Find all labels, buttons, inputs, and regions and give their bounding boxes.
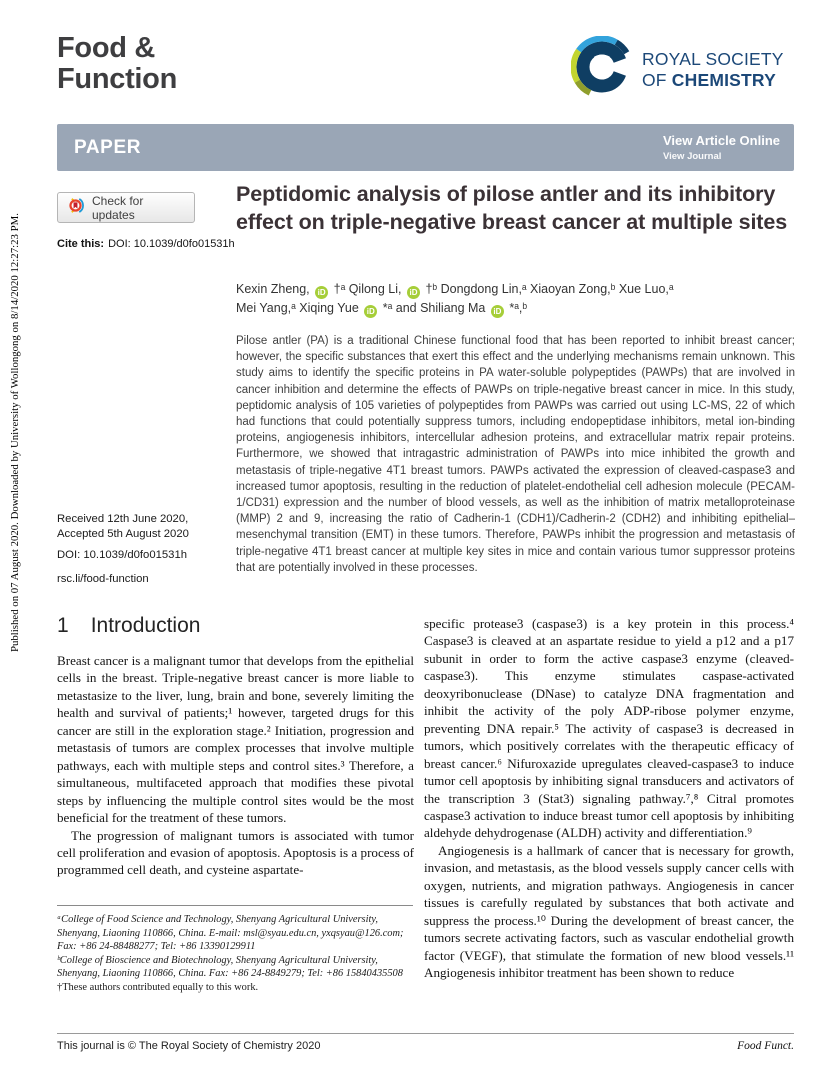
abstract: Pilose antler (PA) is a traditional Chinese functional food that has been reported to inhibit breast cancer; however, the specific substances that exert this effect and the underlying mechanisms remain unknown. This study aims to identify the specific proteins in PA water-soluble polypeptides (PAWPs) that are involved in cancer inhibition and determine the effects of PAWPs on triple-negative breast cancer in mice. In this study, peptidomic analysis of 105 varieties of polypeptides from PAWPs was carried out using LC-MS, 22 of which had functions that could potentially suppress tumors, including endopeptidase inhibitors, metal ion-binding proteins, angiogenesis inhibitors, intercellular adhesion proteins, and extracellular matrix repair proteins. Furthermore, we showed that intragastric administration of PAWPs into mice inhibited the growth and metastasis of triple-negative 4T1 breast tumors. PAWPs activated the expression of cleaved-caspase3 and increased tumor apoptosis, resulting in the reduction of platelet-endothelial cell adhesion molecule (PECAM-1/CD31) expression and the number of blood vessels, as well as the inhibition of matrix metalloproteinase (MMP) 2 and 9, increasing the ratio of Cadherin-1 (CDH1)/Cadherin-2 (CDH2) and inhibiting epithelial–mesenchymal transition (EMT) in these tumors. Therefore, PAWPs inhibit the progression and metastasis of triple-negative 4T1 breast cancer at multiple key sites in mice and contain various tumor suppressor proteins that are potentially involved in these processes.	[236, 335, 795, 574]
author-text: Kexin Zheng,	[236, 282, 314, 296]
footnote-divider	[57, 905, 413, 906]
body-column-right	[424, 615, 794, 982]
article-title: Peptidomic analysis of pilose antler and its inhibitory effect on triple-negative breast cancer at multiple sites	[236, 182, 788, 234]
footnote: ᵃCollege of Food Science and Technology, Shenyang Agricultural University, Shenyang, Liaoning 110866, China. E-mail: msl@syau.edu.cn, yxqsyau@126.com; Fax: +86 24-88488277; Tel: +86 13390129911	[57, 914, 404, 952]
doi: DOI: 10.1039/d0fo01531h	[57, 549, 188, 561]
orcid-icon[interactable]: iD	[315, 286, 328, 299]
orcid-icon[interactable]: iD	[364, 305, 377, 318]
footnote: †These authors contributed equally to this work.	[57, 981, 259, 993]
author-text: Mei Yang,ᵃ Xiqing Yue	[236, 301, 363, 315]
view-journal-link[interactable]: View Journal	[662, 151, 722, 162]
copyright-note: This journal is © The Royal Society of Chemistry 2020	[57, 1040, 321, 1052]
view-article-online-link[interactable]: View Article Online	[662, 133, 780, 148]
journal-url-link[interactable]: rsc.li/food-function	[57, 573, 149, 585]
orcid-icon[interactable]: iD	[407, 286, 420, 299]
received-date: Received 12th June 2020,	[57, 513, 189, 525]
cite-this-doi: DOI: 10.1039/d0fo01531h	[108, 238, 235, 250]
cite-this-label: Cite this:	[57, 238, 105, 250]
journal-title	[57, 33, 177, 95]
rsc-wordmark	[642, 49, 784, 91]
rsc-wordmark-line1: ROYAL SOCIETY	[642, 48, 784, 69]
rsc-logo	[571, 36, 784, 103]
section-title: Introduction	[90, 614, 201, 637]
footnotes	[57, 913, 414, 994]
rsc-c-mark-icon	[571, 36, 633, 103]
author-line-1	[236, 280, 798, 299]
journal-title-line1: Food &	[57, 32, 156, 64]
article-type-label: PAPER	[74, 136, 142, 158]
author-text: *ᵃ,ᵇ	[505, 301, 528, 315]
check-for-updates-button[interactable]	[57, 192, 195, 223]
author-line-2	[236, 299, 798, 318]
body-paragraph: Angiogenesis is a hallmark of cancer that is necessary for growth, invasion, and metastasis, as the blood vessels supply cancer cells with oxygen, nutrients, and migration pathways. Angiogenesis in cancer tissues is carefully regulated by substances that both activate and suppress the process.¹⁰ During the development of breast cancer, the tumors secrete activating factors, such as vascular endothelial growth factor (VEGF), that stimulate the formation of new blood vessels.¹¹ Angiogenesis inhibitor treatment has been shown to reduce	[424, 842, 794, 981]
crossmark-icon	[66, 196, 85, 220]
article-type-banner	[57, 124, 794, 171]
journal-abbrev: Food Funct.	[737, 1040, 794, 1052]
cite-this	[57, 238, 235, 250]
body-paragraph: specific protease3 (caspase3) is a key protein in this process.⁴ Caspase3 is cleaved at an aspartate residue to yield a p12 and a p17 subunit in order to form the active caspase3 enzyme (cleaved-caspase3). This enzyme stimulates caspase-activated deoxyribonuclease (DNase) to catalyze DNA fragmentation and inhibit the activity of the poly ADP-ribose polymer enzyme, preventing DNA repair.⁵ The activity of caspase3 is decreased in tumors, which positively correlates with the therapeutic efficacy of breast cancer.⁶ Nifuroxazide upregulates cleaved-caspase3 to induce tumor cell apoptosis by inhibiting signal transducers and activators of the transcription 3 (Stat3) signaling pathway.⁷,⁸ Citral promotes caspase3 activation to induce breast tumor cell apoptosis by inhibiting aldehyde dehydrogenase (ALDH) activity and differentiation.⁹	[424, 616, 794, 841]
journal-title-line2: Function	[57, 63, 178, 95]
body-paragraph: The progression of malignant tumors is associated with tumor cell proliferation and evasion of apoptosis. Apoptosis is a process of programmed cell death, and cysteine aspartate-	[57, 827, 414, 878]
check-for-updates-label: Check for updates	[92, 193, 144, 222]
history-block	[57, 512, 232, 587]
author-text: †ᵇ Dongdong Lin,ᵃ Xiaoyan Zong,ᵇ Xue Luo,ᵃ	[421, 282, 674, 296]
body-column-left	[57, 652, 414, 879]
rsc-wordmark-line2: OF CHEMISTRY	[642, 69, 776, 90]
download-stamp: Published on 07 August 2020. Downloaded by University of Wollongong on 8/14/2020 12:27:23 PM.	[9, 213, 21, 652]
section-heading-introduction	[57, 614, 200, 638]
page-footer	[57, 1040, 794, 1052]
author-text: *ᵃ and Shiliang Ma	[379, 301, 489, 315]
accepted-date: Accepted 5th August 2020	[57, 528, 189, 540]
section-number: 1	[57, 614, 69, 637]
footer-divider	[57, 1033, 794, 1034]
orcid-icon[interactable]: iD	[491, 305, 504, 318]
author-text: †ᵃ Qilong Li,	[330, 282, 405, 296]
footnote: ᵇCollege of Bioscience and Biotechnology, Shenyang Agricultural University, Shenyang, Liaoning 110866, China. Fax: +86 24-8849279; Tel: +86 15840435508	[57, 954, 403, 979]
author-list	[236, 280, 798, 318]
body-paragraph: Breast cancer is a malignant tumor that develops from the epithelial cells in the breast. Triple-negative breast cancer is more liable to metastasize to the liver, lung, brain and bone, severely limiting the health and survival of patients;¹ however, targeted drugs for this cancer are still in the exploration stage.² Initiation, progression and metastasis of tumors are complex processes that involve multiple pathways, each with multiple steps and control sites.³ Therefore, a simultaneous, multifaceted approach that modifies these pivotal steps by influencing the multiple control sites would be the most beneficial for the treatment of these tumors.	[57, 653, 414, 826]
